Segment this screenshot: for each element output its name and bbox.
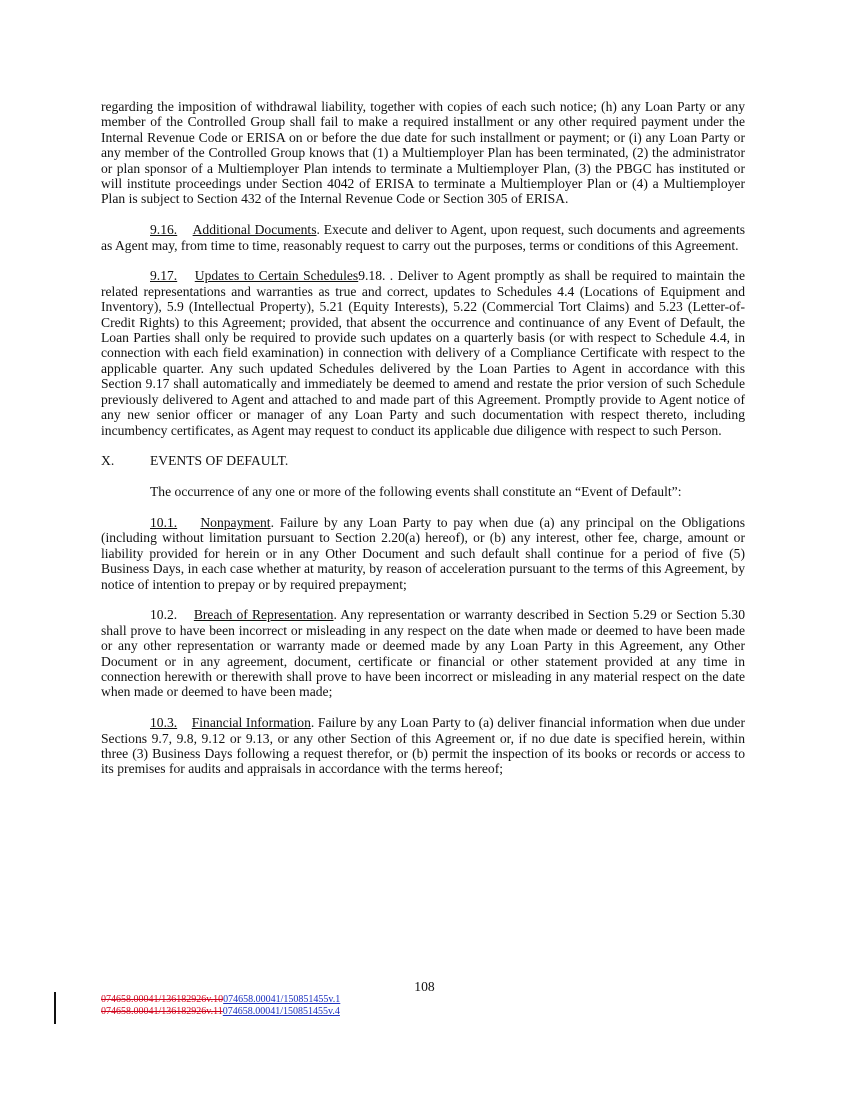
- deleted-doc-id: 074658.00041/136182926v.10: [101, 994, 224, 1005]
- section-number: 10.2.: [150, 607, 178, 623]
- article-heading: [101, 453, 745, 468]
- events-intro: The occurrence of any one or more of the following events shall constitute an “Event of Default”:: [150, 484, 682, 500]
- section-10-1: [101, 515, 745, 592]
- section-title: Updates to Certain Schedules: [194, 268, 359, 284]
- paragraph-continued: regarding the imposition of withdrawal liability, together with copies of each such notice; (h) any Loan Party or any member of the Controlled Group shall fail to make a required installment or any other required payment under the Internal Revenue Code or ERISA on or before the due date for such installment or payment; or (i) any Loan Party or any member of the Controlled Group knows that (1) a Multiemployer Plan has been terminated, (2) the administrator or plan sponsor of a Multiemployer Plan intends to terminate a Multiemployer Plan, (3) the PBGC has instituted or will institute proceedings under Section 4042 of ERISA to terminate a Multiemployer Plan or (4) a Multiemployer Plan is subject to Section 432 of the Internal Revenue Code or Section 305 of ERISA.: [101, 99, 745, 207]
- section-title: Financial Information: [191, 715, 311, 731]
- footer-line-2: [101, 1006, 340, 1018]
- section-text: . Any representation or warranty described in Section 5.29 or Section 5.30 shall prove to have been incorrect or misleading in any respect on the date when made or deemed to have been made or any other representation or warranty made or deemed made by any Loan Party in this Agreement, any Other Document or in any agreement, document, certificate or financial or other statement provided at any time in connection herewith or therewith shall prove to have been incorrect or misleading in any material respect on the date when made or deemed to have been made;: [101, 607, 745, 700]
- section-title: Additional Documents: [192, 222, 317, 238]
- article-title: EVENTS OF DEFAULT.: [150, 453, 289, 469]
- section-text: . Failure by any Loan Party to pay when due (a) any principal on the Obligations (including without limitation pursuant to Section 2.20(a) hereof), or (b) any interest, other fee, charge, amount or liability provided for herein or in any Other Document and such default shall continue for a period of five (5) Business Days, in each case whether at maturity, by reason of acceleration pursuant to the terms of this Agreement, by notice of intention to prepay or by required prepayment;: [101, 514, 745, 592]
- section-text: 9.18. . Deliver to Agent promptly as shall be required to maintain the related representations and warranties as true and correct, updates to Schedules 4.4 (Locations of Equipment and Inventory), 5.9 (Intellectual Property), 5.21 (Equity Interests), 5.22 (Commercial Tort Claims) and 5.23 (Letter-of-Credit Rights) to this Agreement; provided, that absent the occurrence and continuance of any Event of Default, the Loan Parties shall only be required to provide such updates on a quarterly basis (or with respect to Schedule 4.4, in connection with each field examination) in connection with delivery of a Compliance Certificate with respect to the applicable quarter. Any such updated Schedules delivered by the Loan Parties to Agent in accordance with this Section 9.17 shall automatically and immediately be deemed to amend and restate the prior version of such Schedule previously delivered to Agent and attached to and made part of this Agreement. Promptly provide to Agent notice of any new senior officer or manager of any Loan Party and such documentation with respect thereto, including incumbency certificates, as Agent may request to conduct its applicable due diligence with respect to such Person.: [101, 268, 746, 438]
- deleted-doc-id: 074658.00041/136182926v.11: [101, 1006, 223, 1017]
- section-number: 10.3.: [150, 715, 178, 731]
- page-number: 108: [414, 979, 435, 994]
- section-9-16: [101, 222, 745, 253]
- inserted-doc-id: 074658.00041/150851455v.4: [222, 1006, 340, 1017]
- footer-line-1: [101, 994, 340, 1006]
- section-number: 9.17.: [150, 268, 178, 284]
- section-9-17: [101, 268, 745, 437]
- section-text: . Failure by any Loan Party to (a) deliver financial information when due under Sections 9.7, 9.8, 9.12 or 9.13, or any other Section of this Agreement or, if no due date is specified herein, within three (3) Business Days following a request therefor, or (b) permit the inspection of its books or records or access to its premises for audits and appraisals in accordance with the terms hereof;: [101, 715, 745, 777]
- section-number: 10.1.: [150, 514, 178, 530]
- section-10-3: [101, 715, 745, 777]
- change-bar: [54, 992, 56, 1024]
- document-footer: [101, 994, 340, 1018]
- section-title: Breach of Representation: [193, 607, 334, 623]
- section-10-2: [101, 607, 745, 699]
- inserted-doc-id: 074658.00041/150851455v.1: [223, 994, 341, 1005]
- document-body: [101, 99, 745, 777]
- section-text: . Execute and deliver to Agent, upon request, such documents and agreements as Agent may, from time to time, reasonably request to carry out the purposes, terms or conditions of this Agreement.: [101, 222, 746, 253]
- article-number: X.: [101, 453, 115, 469]
- section-title: Nonpayment: [200, 514, 271, 530]
- section-number: 9.16.: [150, 222, 178, 238]
